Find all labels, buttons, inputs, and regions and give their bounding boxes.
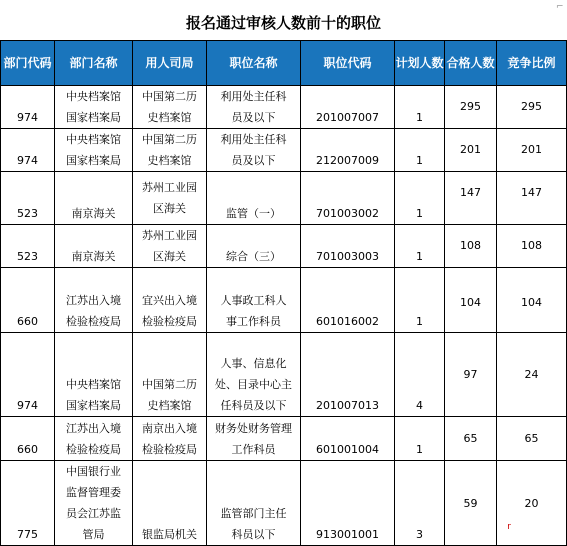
cell-pos-code: 212007009 [301, 129, 395, 172]
cell-ratio: 65 [497, 417, 567, 461]
header-plan: 计划人数 [395, 41, 445, 86]
cell-qualified: 104 [445, 268, 497, 333]
cell-plan: 1 [395, 268, 445, 333]
cell-plan: 1 [395, 417, 445, 461]
cell-dept-name: 江苏出入境检验检疫局 [55, 268, 133, 333]
cell-dept-code: 974 [1, 129, 55, 172]
cell-dept-name: 中央档案馆国家档案局 [55, 333, 133, 417]
cell-bureau: 中国第二历史档案馆 [133, 86, 207, 129]
cell-qualified: 108 [445, 225, 497, 268]
cell-dept-code: 775 [1, 461, 55, 546]
cell-position: 人事、信息化处、目录中心主任科员及以下 [207, 333, 301, 417]
table-row [1, 172, 567, 225]
cell-position: 财务处财务管理工作科员 [207, 417, 301, 461]
table-title: 报名通过审核人数前十的职位 [185, 14, 381, 32]
header-ratio: 竞争比例 [497, 41, 567, 86]
corner-mark: r [507, 522, 511, 532]
cell-plan: 1 [395, 172, 445, 225]
corner-handle-icon: ⌐ [556, 2, 564, 12]
cell-pos-code: 601001004 [301, 417, 395, 461]
cell-ratio: 104 [497, 268, 567, 333]
cell-pos-code: 701003003 [301, 225, 395, 268]
cell-dept-name: 中央档案馆国家档案局 [55, 86, 133, 129]
cell-plan: 3 [395, 461, 445, 546]
cell-plan: 1 [395, 86, 445, 129]
cell-bureau: 苏州工业园区海关 [133, 172, 207, 225]
cell-dept-code: 974 [1, 86, 55, 129]
cell-dept-code: 523 [1, 225, 55, 268]
cell-position: 监管（一） [207, 172, 301, 225]
table-row [1, 461, 567, 546]
table-row [1, 333, 567, 417]
cell-ratio: 24 [497, 333, 567, 417]
cell-bureau: 中国第二历史档案馆 [133, 333, 207, 417]
cell-ratio: 108 [497, 225, 567, 268]
cell-bureau: 中国第二历史档案馆 [133, 129, 207, 172]
header-pos-code: 职位代码 [301, 41, 395, 86]
position-ranking-table [0, 40, 567, 546]
cell-qualified: 147 [445, 172, 497, 225]
cell-pos-code: 701003002 [301, 172, 395, 225]
cell-bureau: 苏州工业园区海关 [133, 225, 207, 268]
cell-ratio: 20 [497, 461, 567, 546]
header-dept-code: 部门代码 [1, 41, 55, 86]
cell-pos-code: 913001001 [301, 461, 395, 546]
cell-dept-name: 中央档案馆国家档案局 [55, 129, 133, 172]
table-row [1, 417, 567, 461]
cell-ratio: 201 [497, 129, 567, 172]
table-row [1, 268, 567, 333]
cell-dept-name: 南京海关 [55, 172, 133, 225]
cell-position: 人事政工科人事工作科员 [207, 268, 301, 333]
cell-plan: 4 [395, 333, 445, 417]
cell-qualified: 59 [445, 461, 497, 546]
cell-dept-name: 江苏出入境检验检疫局 [55, 417, 133, 461]
cell-pos-code: 201007013 [301, 333, 395, 417]
cell-position: 利用处主任科员及以下 [207, 86, 301, 129]
cell-dept-code: 660 [1, 417, 55, 461]
header-qualified: 合格人数 [445, 41, 497, 86]
cell-bureau: 宜兴出入境检验检疫局 [133, 268, 207, 333]
cell-position: 综合（三） [207, 225, 301, 268]
cell-ratio: 295 [497, 86, 567, 129]
cell-dept-code: 660 [1, 268, 55, 333]
cell-ratio: 147 [497, 172, 567, 225]
cell-qualified: 201 [445, 129, 497, 172]
cell-qualified: 295 [445, 86, 497, 129]
header-position: 职位名称 [207, 41, 301, 86]
cell-pos-code: 201007007 [301, 86, 395, 129]
cell-bureau: 南京出入境检验检疫局 [133, 417, 207, 461]
cell-qualified: 97 [445, 333, 497, 417]
cell-dept-name: 南京海关 [55, 225, 133, 268]
header-bureau: 用人司局 [133, 41, 207, 86]
cell-dept-code: 523 [1, 172, 55, 225]
header-dept-name: 部门名称 [55, 41, 133, 86]
cell-dept-code: 974 [1, 333, 55, 417]
table-row [1, 129, 567, 172]
cell-dept-name: 中国银行业监督管理委员会江苏监管局 [55, 461, 133, 546]
cell-position: 监管部门主任科员以下 [207, 461, 301, 546]
cell-pos-code: 601016002 [301, 268, 395, 333]
table-row [1, 86, 567, 129]
cell-position: 利用处主任科员及以下 [207, 129, 301, 172]
header-row [1, 41, 567, 86]
cell-qualified: 65 [445, 417, 497, 461]
cell-plan: 1 [395, 225, 445, 268]
table-row [1, 225, 567, 268]
cell-bureau: 银监局机关 [133, 461, 207, 546]
cell-plan: 1 [395, 129, 445, 172]
